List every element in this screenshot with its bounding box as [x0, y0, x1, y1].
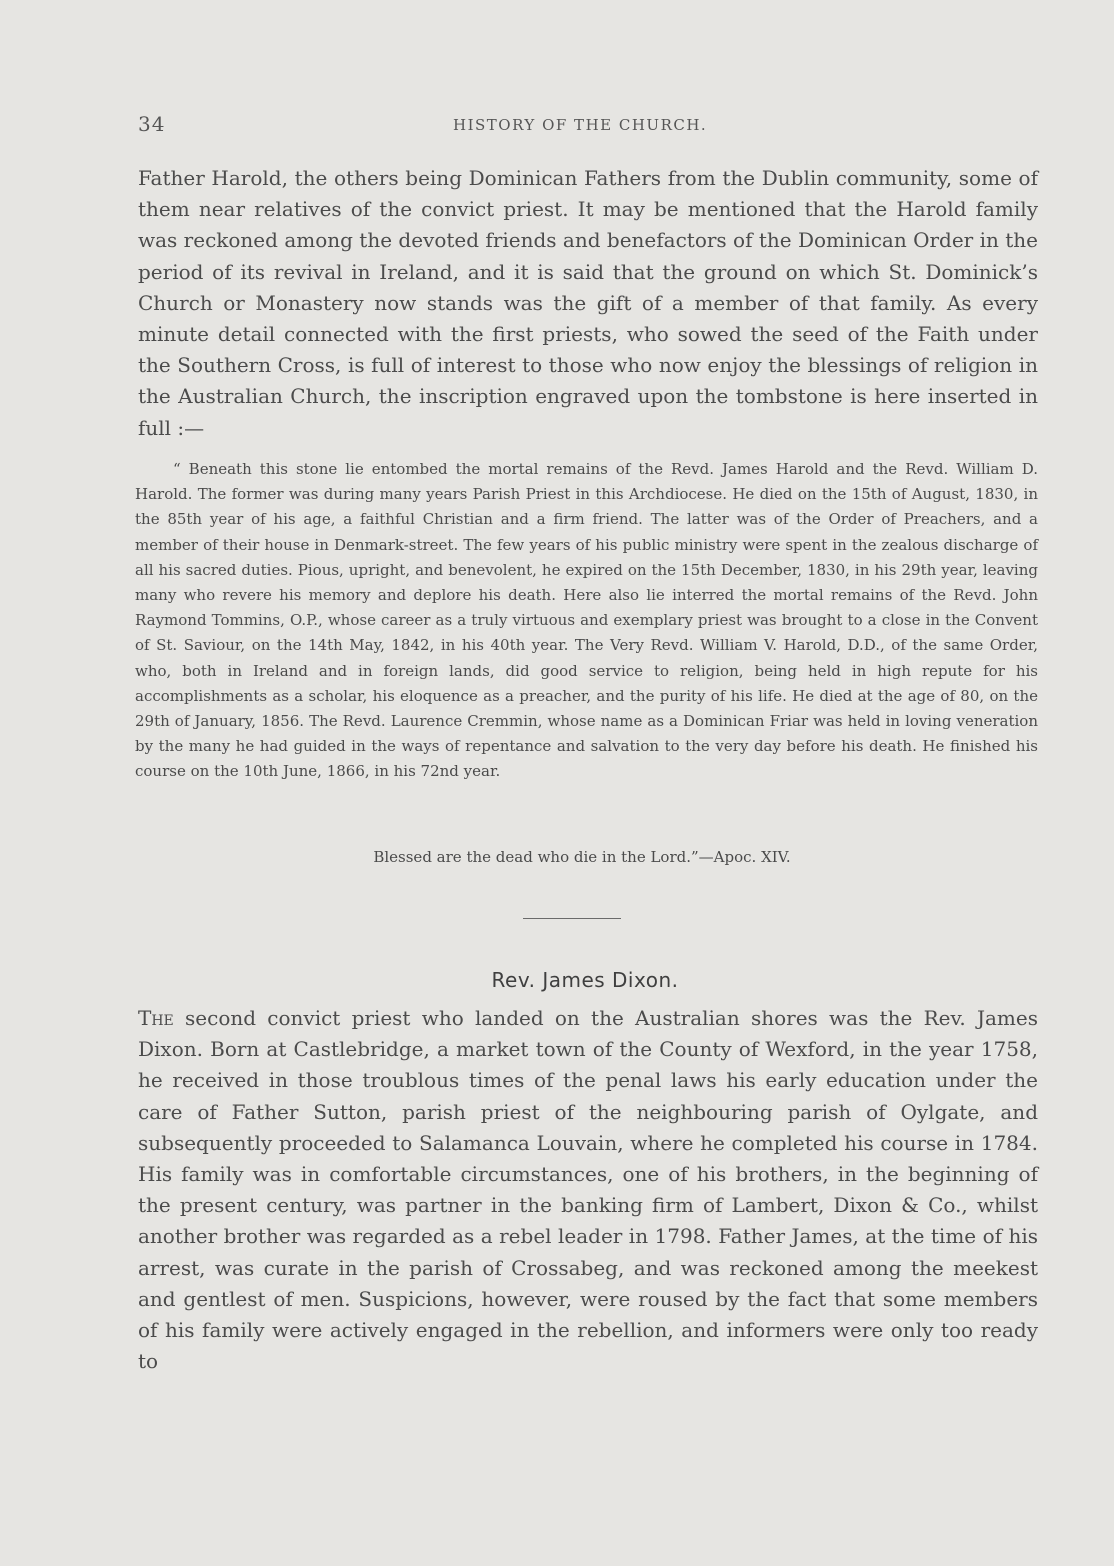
page-header [138, 112, 1038, 140]
body-paragraph-2 [138, 1003, 1038, 1377]
inscription-closing-line: Blessed are the dead who die in the Lord.”—Apoc. XIV. [373, 848, 791, 866]
paragraph-2-text: second convict priest who landed on the Australian shores was the Rev. James Dixon. Born at Castlebridge, a market town of the County of Wexford, in the year 1758, he received in those troublous times of the penal laws his early education under the care of Father Sutton, parish priest of the neighbouring parish of Oylgate, and subsequently proceeded to Salamanca Louvain, where he completed his course in 1784. His family was in comfortable circumstances, one of his brothers, in the beginning of the present century, was partner in the banking firm of Lambert, Dixon & Co., whilst another brother was regarded as a rebel leader in 1798. Father James, at the time of his arrest, was curate in the parish of Crossabeg, and was reckoned among the meekest and gentlest of men. Suspicions, however, were roused by the fact that some members of his family were actively engaged in the rebellion, and informers were only too ready to [138, 1006, 1038, 1374]
running-head: HISTORY OF THE CHURCH. [453, 116, 708, 134]
section-divider [523, 918, 621, 919]
paragraph-lead-word: The [138, 1006, 174, 1030]
tombstone-inscription: “ Beneath this stone lie entombed the mortal remains of the Revd. James Harold and the Revd. William D. Harold. The former was during many years Parish Priest in this Archdiocese. He died on the 15th of August, 1830, in the 85th year of his age, a faithful Christian and a firm friend. The latter was of the Order of Preachers, and a member of their house in Denmark-street. The few years of his public ministry were spent in the zealous discharge of all his sacred duties. Pious, upright, and benevolent, he expired on the 15th December, 1830, in his 29th year, leaving many who revere his memory and deplore his death. Here also lie interred the mortal remains of the Revd. John Raymond Tommins, O.P., whose career as a truly virtuous and exemplary priest was brought to a close in the Convent of St. Saviour, on the 14th May, 1842, in his 40th year. The Very Revd. William V. Harold, D.D., of the same Order, who, both in Ireland and in foreign lands, did good service to religion, being held in high repute for his accomplishments as a scholar, his eloquence as a preacher, and the purity of his life. He died at the age of 80, on the 29th of January, 1856. The Revd. Laurence Cremmin, whose name as a Dominican Friar was held in loving veneration by the many he had guided in the ways of repentance and salvation to the very day before his death. He finished his course on the 10th June, 1866, in his 72nd year. [135, 460, 1038, 781]
section-title: Rev. James Dixon. [491, 968, 679, 992]
page-number: 34 [138, 112, 166, 136]
body-paragraph-1: Father Harold, the others being Dominican Fathers from the Dublin community, some of them near relatives of the convict priest. It may be mentioned that the Harold family was reckoned among the devoted friends and benefactors of the Dominican Order in the period of its revival in Ireland, and it is said that the ground on which St. Dominick’s Church or Monastery now stands was the gift of a member of that family. As every minute detail connected with the first priests, who sowed the seed of the Faith under the Southern Cross, is full of interest to those who now enjoy the blessings of religion in the Australian Church, the inscription engraved upon the tombstone is here inserted in full :— [138, 166, 1038, 440]
